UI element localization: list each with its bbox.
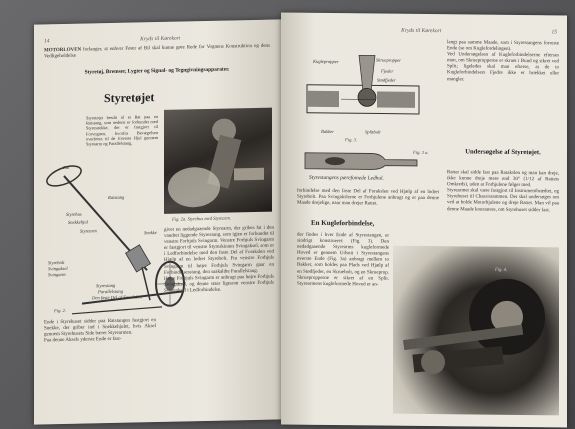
left-subheading: Styretøj, Bremser, Lygter og Signal- og Tegngivningsapparater. [84,66,230,76]
label-styrestang: Styrestang [96,282,116,289]
intro-text: forlanger, at enhver Fører af Bil skal kunne gøre Rede for Vognens Konstruktion og dens Vedligeholdelse [44,43,270,60]
right-page-number: 15 [551,29,557,36]
undersogelse-text [447,170,559,214]
label-snekkehjul: Snekkehjul [68,219,88,225]
label-stodfjeder: Stødfjeder [377,77,396,83]
label-forakslen: Den faste Del af Forakslen [92,294,142,301]
right-page [281,13,567,428]
label-splitbolt: Splitbolt [365,129,381,135]
section-intro: Styretøjet består af et Rat paa en Ratstang, som nederst er forbundet med Styresnekke, der er fastgjort til Forvognen, hvorfra Bevægelsen overføres til de forreste Hjul gennem Styrearm og Parallelstang. [86,113,158,147]
left-page-number: 14 [44,38,50,45]
fig3a-caption: Fig. 3 a. [413,149,429,156]
kugle-title: En Kugleforbindelse, [311,218,375,228]
right-top-p1: langt paa samme Maade, som i Styrestangens forreste Ende (se om Kuglefordelingen). [447,40,559,53]
right-page-header [291,27,557,36]
right-mid-text: forbindelse med den faste Del af Forakslen ved Hjælp af en lodret Styrebolt. Paa Svingakslerne er Forhjulene anbragt og er paa denne Maade drejelige, naar man drejer Rattet. [297,188,439,207]
intro-paragraph [44,44,270,61]
label-svingarm: Svingarm [48,271,66,278]
left-col-right-p1: givet en nedadgaaende Styrearm, der gribes fat i den vandret liggende Styrestang, som igjen er forbundet til venstre Forhjuls Svingarm. Venstre Forhjuls Svingarm er fastgjort til venstre Styreskinnes Svingaksel, som er i Ledforbindelse med den faste Del af Forakslen ved Hjælp af en lodret Styrebolt. Fra venstre Forhjuls Svingarm til højre Forhjuls Svingarm gaar en Forbindelsesstang, den saakaldte Parallelstang. [164,225,274,276]
undersogelse-heading: Undersøgelse af Styretøjet. [465,148,541,157]
left-col-right-p2: Højre Forhjuls Svingarm er anbragt paa højre Forhjuls Svingaksel, og denne staar ligesom venstre Forhjuls Svingaksel i Ledforbindelse. [164,274,274,294]
fig2a-photo [164,108,272,214]
fig2-caption: Fig. 2. [54,307,67,314]
kugle-text: der findes i hver Ende af Styrestangen, er sindrigt konstrueret: (Fig. 3). Den nedadgaaende Styrearms kugleformede Hoved er gennem Udsnit i Styrestangens øverste Ende (Fig. 3a) anbragt mellem to Bakker, som holdes paa Plads ved Hjælp af en Stødfjeder, en Skruebolt, og en Skrueprop. Skruepropperne er sikret af en Split. Styrearmens kugleformede Hoved er an- [297,232,389,288]
label-styrehus: Styrehus [66,211,82,217]
fig3a-drawing [301,145,421,176]
left-page-running-title: Kryds til Kørekort [140,35,181,43]
undersogelse-p2: Styrearmet skal være fastgjort til Instrumentbrædtet, og Styrehuset til Chassisrammen. Det skal undersøges om ved at holde Motorhjulene og dreje Rattet. Man vil paa denne Maade konstatere, om Styrehuset sidder fast. [447,188,559,213]
label-skruepropper: Skruepropper [376,57,402,63]
label-ratstang: Ratstang [108,194,125,201]
label-kuglepropper: Kuglepropper [313,58,339,65]
label-styrearm: Styrearm [80,228,97,234]
label-styrebolt: Styrebolt [48,259,65,266]
fig2a-caption: Fig. 2a. Styrehus med Styrearm. [172,215,231,222]
right-top-p2: Ved Undersøgelsen af Kugleforbindelserne efterses man, om Skruepropperne er skruet i Bund og sikret ved Split; ligeledes skal man efterse, at de to Kugleforbindelsers Fjedre ikke er brækket eller mangler. [447,52,559,82]
label-svingaksel: Svingaksel [48,265,68,272]
fig4-photo [393,246,559,416]
fig3a-label: Styrestangens pærefomede Ledhul. [309,174,384,182]
fig3-caption: Fig. 3. [345,137,358,143]
left-col-left-p2: Paa denne Aksels yderste Ende er fast- [44,337,122,344]
label-snekke: Snekke [144,230,157,236]
left-column-left-text [44,318,156,345]
label-bakker: Bakker [321,128,335,135]
left-page-header [44,34,271,45]
right-top-text [447,40,559,84]
right-page-running-title: Kryds til Kørekort [401,27,442,35]
left-page [34,19,281,424]
left-column-right-text [164,226,274,295]
intro-bold: MOTORLOVEN [44,47,82,54]
fig4-caption: Fig. 4. [495,266,508,272]
section-title: Styretøjet [104,90,155,106]
label-rat: Rat [63,164,70,170]
left-col-left-p1: Ende i Styrehuset sidder paa Ratstangen fastgjort en Snekke, der griber ind i Snekkehjulet, hvis Aksel gennem Styrehusets Side bærer Styrearmen. [44,318,156,338]
undersogelse-p1: Rattet skal sidde fast paa Ratakslen og man kan dreje, ikke kunne dreje mere end 30° (1/12 af Rattets Omkreds), uden at Forhjulene følger med. [447,170,559,189]
label-fjeder: Fjeder [381,68,394,74]
label-parallelstang: Parallelstang [98,288,124,295]
